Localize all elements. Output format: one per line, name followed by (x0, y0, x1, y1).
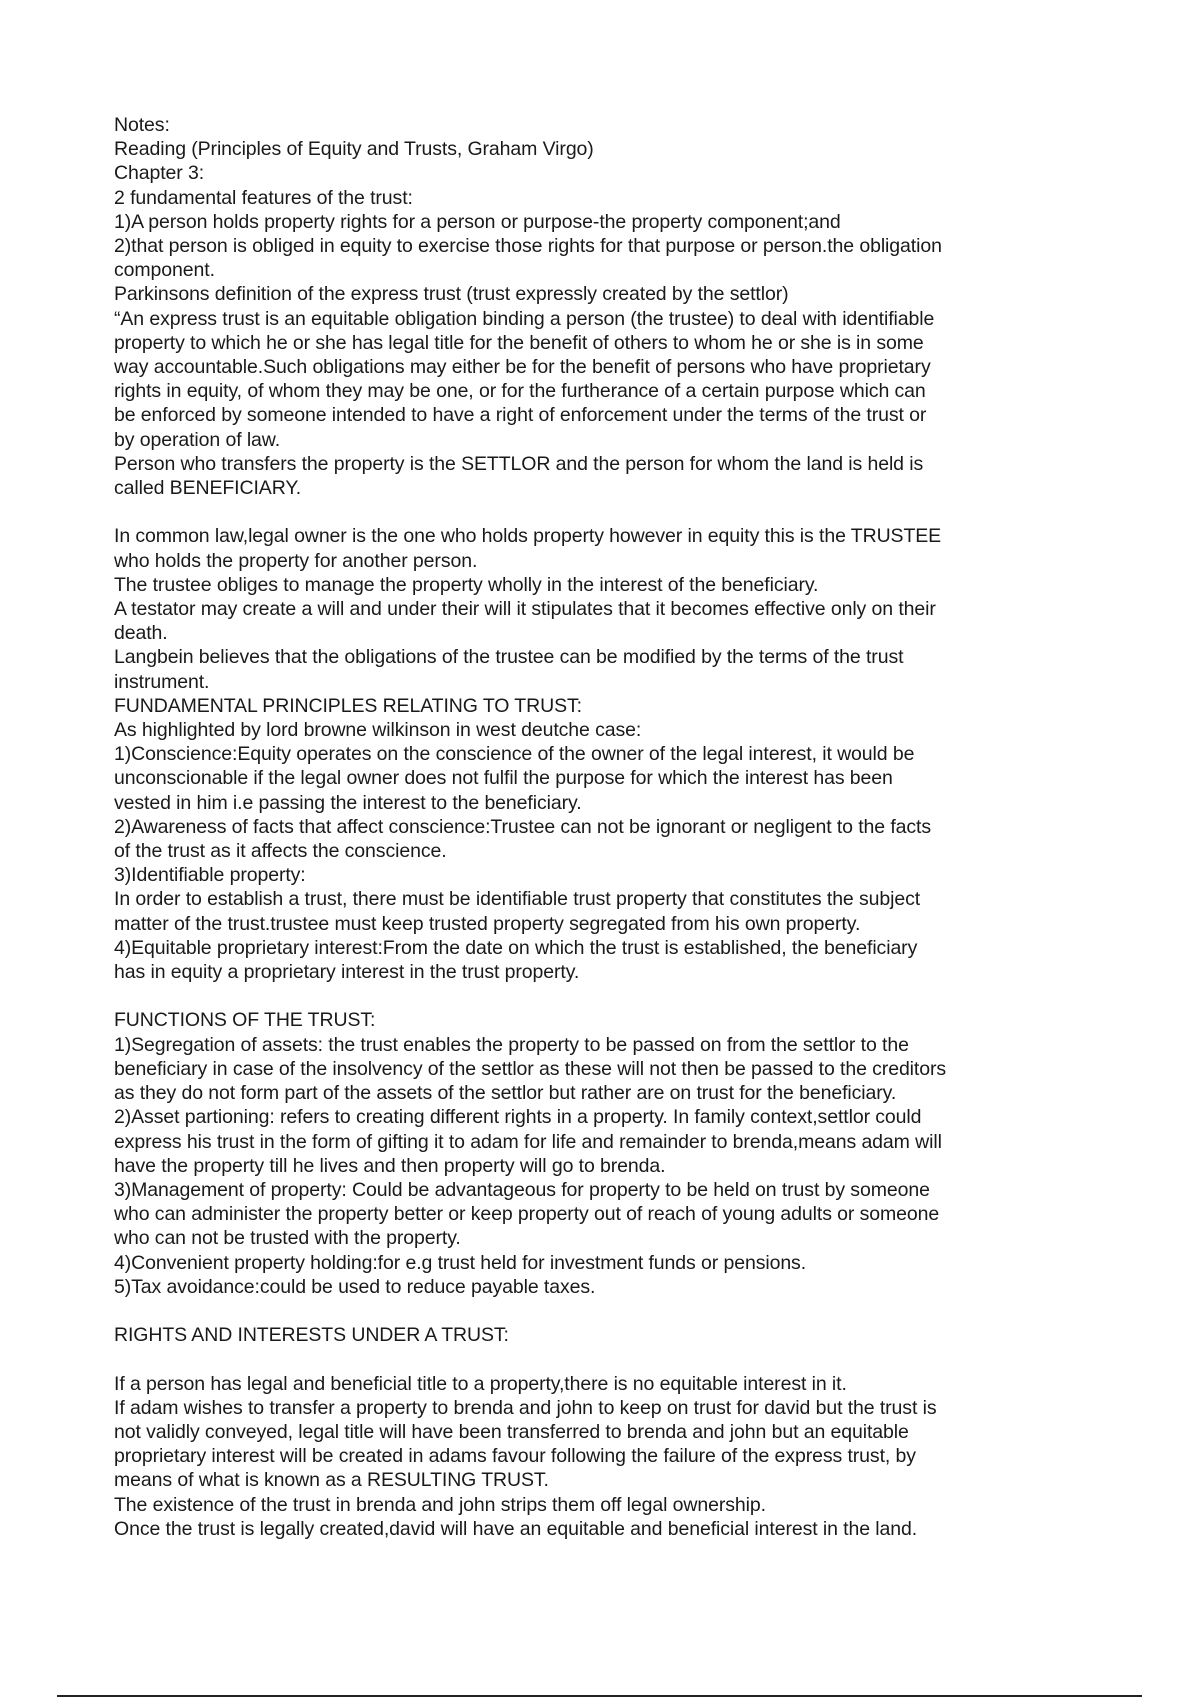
text-line: 5)Tax avoidance:could be used to reduce payable taxes. (114, 1275, 596, 1298)
text-line: Person who transfers the property is the SETTLOR and the person for whom the land is held is (114, 452, 924, 475)
text-line: The existence of the trust in brenda and john strips them off legal ownership. (114, 1493, 766, 1516)
text-line: death. (114, 622, 168, 645)
text-line: 1)Conscience:Equity operates on the conscience of the owner of the legal interest, it would be (114, 743, 915, 766)
text-block (114, 1323, 1094, 1347)
text-line: Reading (Principles of Equity and Trusts, Graham Virgo) (114, 138, 594, 161)
text-line: 4)Convenient property holding:for e.g trust held for investment funds or pensions. (114, 1251, 807, 1274)
text-line: RIGHTS AND INTERESTS UNDER A TRUST: (114, 1324, 509, 1347)
text-line: FUNCTIONS OF THE TRUST: (114, 1009, 376, 1032)
text-line: 2)Asset partioning: refers to creating different rights in a property. In family context,settlor could (114, 1106, 922, 1129)
paragraph-gap (114, 500, 1094, 524)
text-line: 1)A person holds property rights for a person or purpose-the property component;and (114, 210, 841, 233)
text-line: matter of the trust.trustee must keep trusted property segregated from his own property. (114, 912, 861, 935)
text-line: If a person has legal and beneficial title to a property,there is no equitable interest in it. (114, 1372, 847, 1395)
text-line: In order to establish a trust, there must be identifiable trust property that constitutes the subject (114, 888, 921, 911)
text-line: have the property till he lives and then property will go to brenda. (114, 1154, 666, 1177)
text-line: 2)Awareness of facts that affect conscience:Trustee can not be ignorant or negligent to the facts (114, 815, 932, 838)
text-line: 3)Management of property: Could be advantageous for property to be held on trust by someone (114, 1178, 930, 1201)
page-bottom-rule (57, 1695, 1142, 1697)
document-body (114, 113, 1094, 1541)
text-line: vested in him i.e passing the interest to the beneficiary. (114, 791, 582, 814)
text-line: A testator may create a will and under their will it stipulates that it becomes effective only on their (114, 598, 936, 621)
text-line: called BENEFICIARY. (114, 477, 302, 500)
text-line: beneficiary in case of the insolvency of the settlor as these will not then be passed to the creditors (114, 1057, 947, 1080)
text-line: Langbein believes that the obligations of the trustee can be modified by the terms of the trust (114, 646, 904, 669)
text-line: instrument. (114, 670, 210, 693)
text-line: as they do not form part of the assets of the settlor but rather are on trust for the beneficiary. (114, 1082, 897, 1105)
text-line: FUNDAMENTAL PRINCIPLES RELATING TO TRUST: (114, 694, 582, 717)
paragraph-gap (114, 1299, 1094, 1323)
text-line: Notes: (114, 114, 170, 136)
text-line: Chapter 3: (114, 162, 205, 185)
text-line: of the trust as it affects the conscience. (114, 840, 447, 863)
text-line: has in equity a proprietary interest in the trust property. (114, 961, 580, 984)
text-line: who can not be trusted with the property. (114, 1227, 461, 1250)
text-line: who can administer the property better or keep property out of reach of young adults or someone (114, 1203, 940, 1226)
text-line: 4)Equitable proprietary interest:From the date on which the trust is established, the beneficiary (114, 936, 918, 959)
paragraph-gap (114, 984, 1094, 1008)
text-line: 2)that person is obliged in equity to exercise those rights for that purpose or person.the obligation (114, 235, 942, 258)
text-line: be enforced by someone intended to have a right of enforcement under the terms of the trust or (114, 404, 927, 427)
text-block (114, 524, 1094, 984)
text-line: who holds the property for another person. (114, 549, 478, 572)
text-block (114, 1008, 1094, 1298)
text-line: “An express trust is an equitable obligation binding a person (the trustee) to deal with identifiable (114, 307, 935, 330)
text-line: 2 fundamental features of the trust: (114, 186, 413, 209)
text-line: unconscionable if the legal owner does not fulfil the purpose for which the interest has been (114, 767, 893, 790)
text-line: express his trust in the form of gifting it to adam for life and remainder to brenda,means adam will (114, 1130, 942, 1153)
text-line: component. (114, 259, 215, 282)
text-line: 3)Identifiable property: (114, 864, 306, 887)
document-page (114, 113, 1094, 1541)
text-line: The trustee obliges to manage the property wholly in the interest of the beneficiary. (114, 573, 819, 596)
text-line: rights in equity, of whom they may be one, or for the furtherance of a certain purpose which can (114, 380, 926, 403)
text-line: 1)Segregation of assets: the trust enables the property to be passed on from the settlor to the (114, 1033, 909, 1056)
text-line: In common law,legal owner is the one who holds property however in equity this is the TRUSTEE (114, 525, 942, 548)
text-line: means of what is known as a RESULTING TRUST. (114, 1469, 549, 1492)
text-line: property to which he or she has legal title for the benefit of others to whom he or she is in some (114, 331, 924, 354)
text-block (114, 113, 1094, 500)
text-line: by operation of law. (114, 428, 281, 451)
text-block (114, 1372, 1094, 1541)
text-line: If adam wishes to transfer a property to brenda and john to keep on trust for david but the trust is (114, 1396, 937, 1419)
text-line: As highlighted by lord browne wilkinson in west deutche case: (114, 719, 642, 742)
text-line: proprietary interest will be created in adams favour following the failure of the express trust, by (114, 1445, 916, 1468)
text-line: Parkinsons definition of the express trust (trust expressly created by the settlor) (114, 283, 789, 306)
text-line: not validly conveyed, legal title will have been transferred to brenda and john but an equitable (114, 1420, 909, 1443)
text-line: way accountable.Such obligations may either be for the benefit of persons who have proprietary (114, 356, 931, 379)
paragraph-gap (114, 1347, 1094, 1371)
text-line: Once the trust is legally created,david will have an equitable and beneficial interest in the land. (114, 1517, 918, 1540)
